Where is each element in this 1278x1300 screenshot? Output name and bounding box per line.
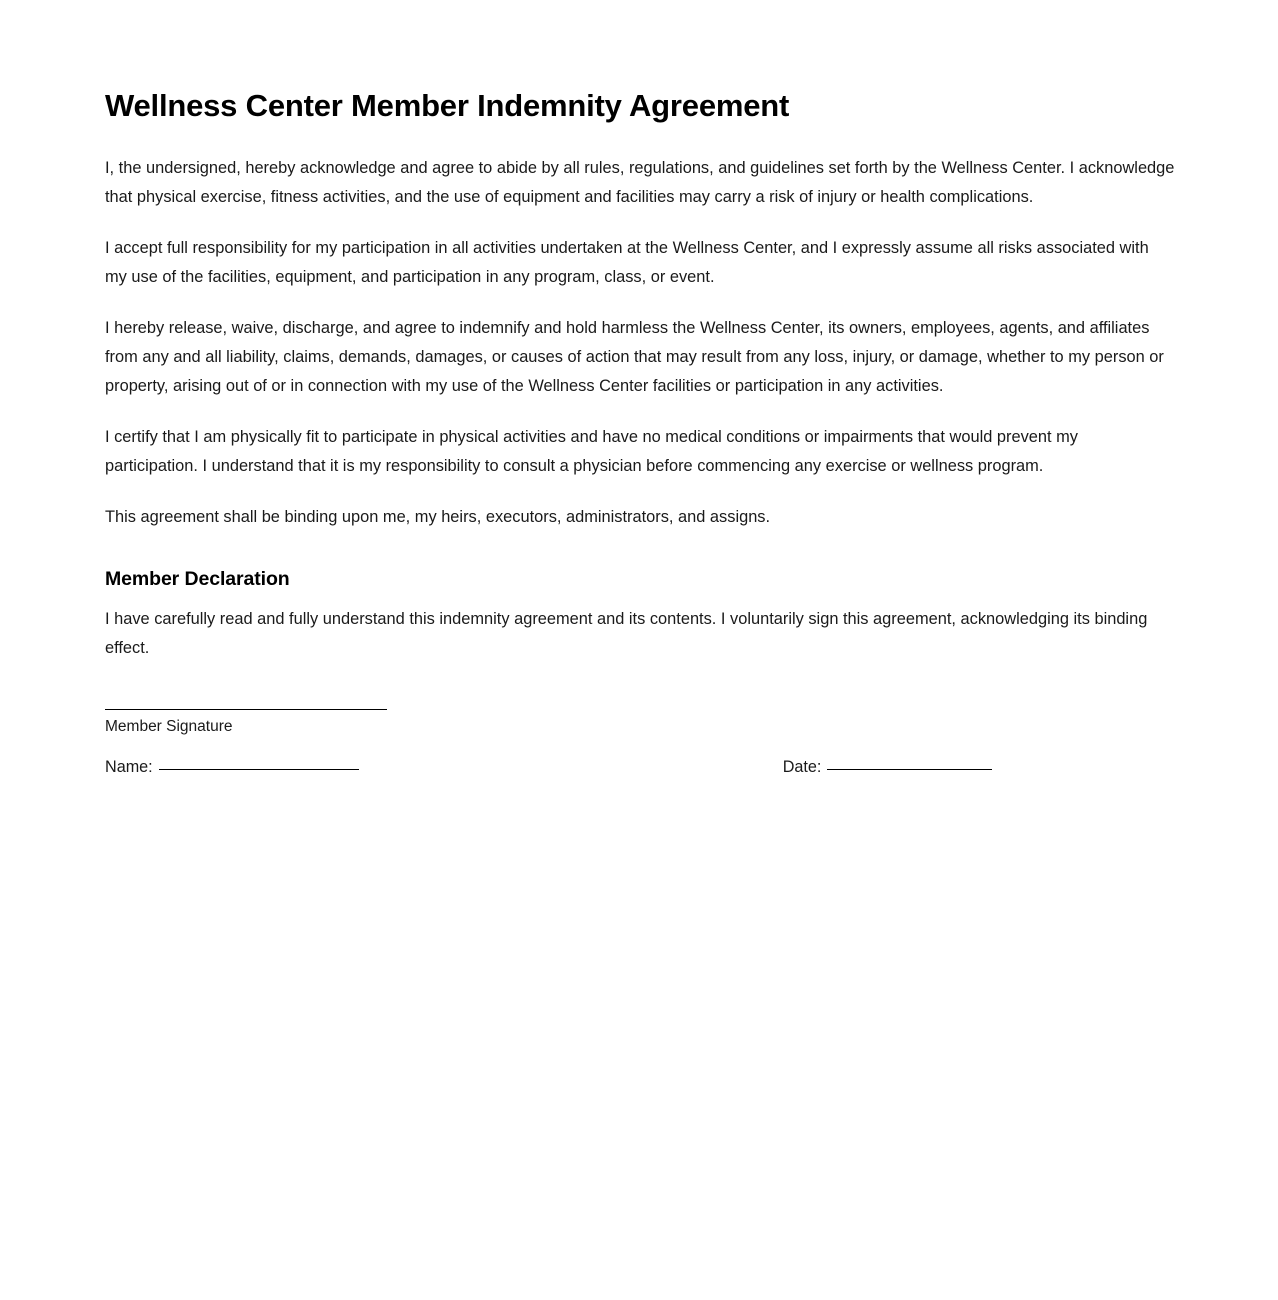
member-signature-line[interactable] <box>105 709 387 710</box>
date-field-input[interactable] <box>827 769 992 770</box>
member-declaration-text: I have carefully read and fully understand this indemnity agreement and its contents. I voluntarily sign this agreement, acknowledging its binding effect. <box>105 609 1148 657</box>
date-field-label: Date: <box>782 757 822 776</box>
agreement-paragraph-3: I hereby release, waive, discharge, and agree to indemnify and hold harmless the Wellness Center, its owners, employees, agents, and affiliates from any and all liability, claims, demands, damages, or causes of action that may result from any loss, injury, or damage, whether to my person or property, arising out of or in connection with my use of the Wellness Center facilities or participation in any activities. <box>105 318 1164 395</box>
member-declaration-heading: Member Declaration <box>105 567 290 590</box>
agreement-paragraph-2: I accept full responsibility for my participation in all activities undertaken at the Wellness Center, and I expressly assume all risks associated with my use of the facilities, equipment, and participation in any program, class, or event. <box>105 238 1149 286</box>
page-title: Wellness Center Member Indemnity Agreement <box>105 88 790 123</box>
agreement-paragraph-5: This agreement shall be binding upon me, my heirs, executors, administrators, and assigns. <box>105 507 771 526</box>
name-field-label: Name: <box>105 757 153 776</box>
name-field <box>105 756 359 778</box>
signature-block <box>105 709 1175 778</box>
name-field-input[interactable] <box>159 769 359 770</box>
agreement-paragraph-4: I certify that I am physically fit to participate in physical activities and have no medical conditions or impairments that would prevent my participation. I understand that it is my responsibility to consult a physician before commencing any exercise or wellness program. <box>105 427 1078 475</box>
member-signature-caption: Member Signature <box>105 717 233 735</box>
agreement-paragraph-1: I, the undersigned, hereby acknowledge and agree to abide by all rules, regulations, and guidelines set forth by the Wellness Center. I acknowledge that physical exercise, fitness activities, and the use of equipment and facilities may carry a risk of injury or health complications. <box>105 158 1175 206</box>
signature-fields-row <box>105 756 1145 778</box>
date-field <box>783 756 993 778</box>
